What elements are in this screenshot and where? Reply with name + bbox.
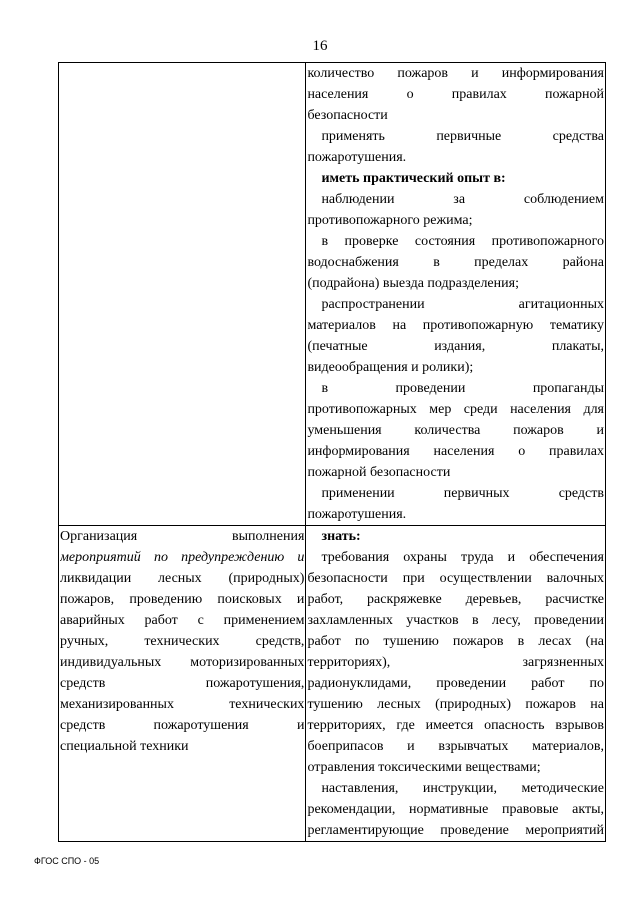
text-line: регламентирующие проведение мероприятий xyxy=(307,823,604,838)
text-line: видеообращения и ролики); xyxy=(307,360,474,375)
row2-right-cell xyxy=(306,526,606,842)
table-row xyxy=(59,63,606,526)
text-line: ручных, технических средств, xyxy=(60,634,305,649)
text-line: населения о правилах пожарной xyxy=(307,87,604,102)
text-line: водоснабжения в пределах района xyxy=(307,255,604,270)
text-line: противопожарных мер среди населения для xyxy=(307,402,604,417)
text-line: пожаров, проведению поисковых и xyxy=(60,592,305,607)
text-line: наблюдении за соблюдением xyxy=(321,192,604,207)
paragraph xyxy=(307,547,604,778)
paragraph xyxy=(307,378,604,483)
text-line: количество пожаров и информирования xyxy=(307,66,604,81)
text-line: ликвидации лесных (природных) xyxy=(60,571,305,586)
text-line: радионуклидами, проведении работ по xyxy=(307,676,604,691)
text-line: применять первичные средства xyxy=(321,129,604,144)
text-line: распространении агитационных xyxy=(321,297,604,312)
text-line: наставления, инструкции, методические xyxy=(321,781,604,796)
paragraph xyxy=(307,483,604,525)
paragraph xyxy=(307,294,604,378)
text-line: работ по тушению пожаров в лесах (на xyxy=(307,634,604,649)
text-line: требования охраны труда и обеспечения xyxy=(321,550,604,565)
text-line: средств пожаротушения, xyxy=(60,676,305,691)
text-line: территориях, где имеется опасность взрывов xyxy=(307,718,604,733)
text-line: аварийных работ с применением xyxy=(60,613,305,628)
text-line: в проверке состояния противопожарного xyxy=(321,234,604,249)
row1-right-cell xyxy=(306,63,606,526)
paragraph xyxy=(307,168,604,189)
paragraph xyxy=(307,526,604,547)
text-line: материалов на противопожарную тематику xyxy=(307,318,604,333)
text-line: тушению лесных (природных) пожаров на xyxy=(307,697,604,712)
text-line: безопасности xyxy=(307,108,388,123)
text-line: противопожарного режима; xyxy=(307,213,473,228)
text-line: безопасности при осуществлении валочных xyxy=(307,571,604,586)
table-row xyxy=(59,526,606,842)
paragraph xyxy=(307,126,604,168)
text-line: (подрайона) выезда подразделения; xyxy=(307,276,519,291)
text-line: боеприпасов и взрывчатых материалов, xyxy=(307,739,604,754)
text-line: территориях), загрязненных xyxy=(307,655,604,670)
text-line: информирования населения о правилах xyxy=(307,444,604,459)
text-line: работ, раскряжевке деревьев, расчистке xyxy=(307,592,604,607)
page-number: 16 xyxy=(312,38,328,54)
text-line: захламленных участков в лесу, проведении xyxy=(307,613,604,628)
text-line: мероприятий по предупреждению и xyxy=(60,550,305,565)
footer-code: ФГОС СПО - 05 xyxy=(34,856,100,866)
text-line: механизированных технических xyxy=(60,697,305,712)
paragraph xyxy=(307,231,604,294)
text-line: в проведении пропаганды xyxy=(321,381,604,396)
text-line: (печатные издания, плакаты, xyxy=(307,339,604,354)
text-line: отравления токсическими веществами; xyxy=(307,760,541,775)
text-line: знать: xyxy=(321,529,361,544)
row2-left-cell xyxy=(59,526,306,842)
text-line: индивидуальных моторизированных xyxy=(60,655,305,670)
paragraph xyxy=(307,63,604,126)
standard-table xyxy=(58,62,606,842)
paragraph xyxy=(307,189,604,231)
text-line: уменьшения количества пожаров и xyxy=(307,423,604,438)
text-line: применении первичных средств xyxy=(321,486,604,501)
text-line: Организация выполнения xyxy=(60,529,305,544)
text-line: пожаротушения. xyxy=(307,150,407,165)
text-line: средств пожаротушения и xyxy=(60,718,305,733)
competency-heading xyxy=(60,526,304,757)
text-line: специальной техники xyxy=(60,739,189,754)
text-line: иметь практический опыт в: xyxy=(321,171,506,186)
text-line: пожарной безопасности xyxy=(307,465,451,480)
text-line: рекомендации, нормативные правовые акты, xyxy=(307,802,604,817)
paragraph xyxy=(307,778,604,841)
text-line: пожаротушения. xyxy=(307,507,407,522)
row1-left-cell xyxy=(59,63,306,526)
